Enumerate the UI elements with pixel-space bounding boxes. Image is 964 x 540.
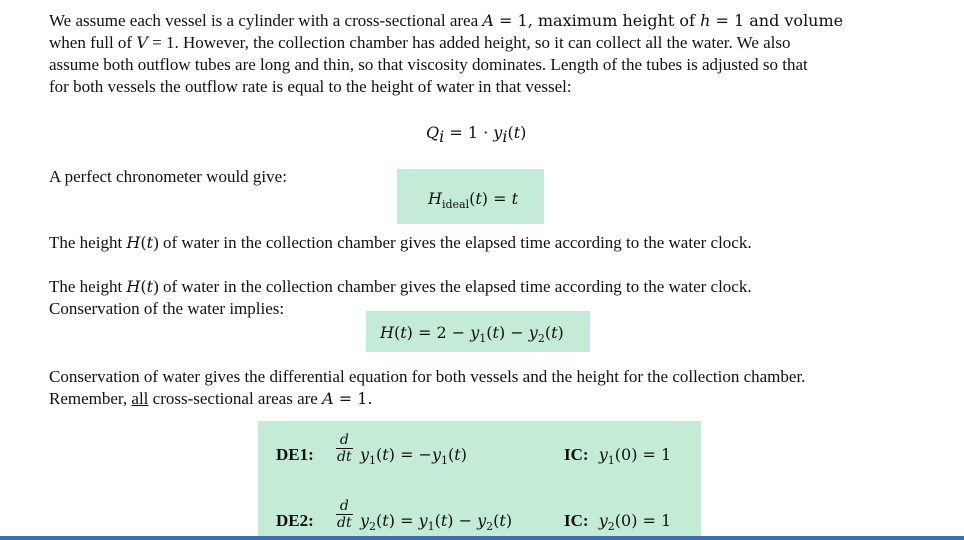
intro-paragraph — [49, 10, 929, 98]
h-equation: $H(t) = 2 - y_1(t) - y_2(t)$ — [380, 323, 564, 346]
conservation-implies: Conservation of the water implies: — [49, 299, 285, 318]
conservation-paragraph — [49, 366, 929, 410]
conservation-line-2: Remember, all cross-sectional areas are A = 1. — [49, 389, 373, 408]
ideal-equation: $H_{ideal}(t) = t$ — [428, 189, 519, 212]
de2-equation: $y_2(t) = y_1(t) - y_2(t)$ — [360, 511, 513, 534]
conservation-line-1: Conservation of water gives the differential equation for both vessels and the height for the collection chamber. — [49, 367, 806, 386]
bottom-border — [0, 536, 964, 540]
intro-line-1: We assume each vessel is a cylinder with a cross-sectional area A = 1, maximum height of h = 1 and volume — [49, 11, 844, 30]
de1-row — [276, 430, 696, 474]
ic1: IC: $y_1(0) = 1$ — [564, 445, 672, 468]
intro-line-2: when full of V = 1. However, the collection chamber has added height, so it can collect all the water. We also — [49, 33, 791, 52]
de1-label: DE1: — [276, 445, 314, 464]
ic2: IC: $y_2(0) = 1$ — [564, 511, 672, 534]
de1-derivative: $\frac{d}{dt}$ — [337, 432, 352, 465]
height-sentence-2-line-1: The height H(t) of water in the collection chamber gives the elapsed time according to the water clock. — [49, 277, 752, 296]
height-sentence-1: The height H(t) of water in the collection chamber gives the elapsed time according to the water clock. — [49, 233, 752, 252]
intro-line-3: assume both outflow tubes are long and thin, so that viscosity dominates. Length of the tubes is adjusted so that — [49, 55, 808, 74]
de2-derivative: $\frac{d}{dt}$ — [337, 498, 352, 531]
de2-label: DE2: — [276, 511, 314, 530]
intro-line-4: for both vessels the outflow rate is equal to the height of water in that vessel: — [49, 77, 572, 96]
chronometer-text: A perfect chronometer would give: — [49, 167, 287, 186]
de1-equation: $y_1(t) = -y_1(t)$ — [360, 445, 467, 468]
de2-row — [276, 496, 696, 540]
outflow-equation: $Q_i = 1 \cdot y_i(t)$ — [426, 123, 527, 147]
